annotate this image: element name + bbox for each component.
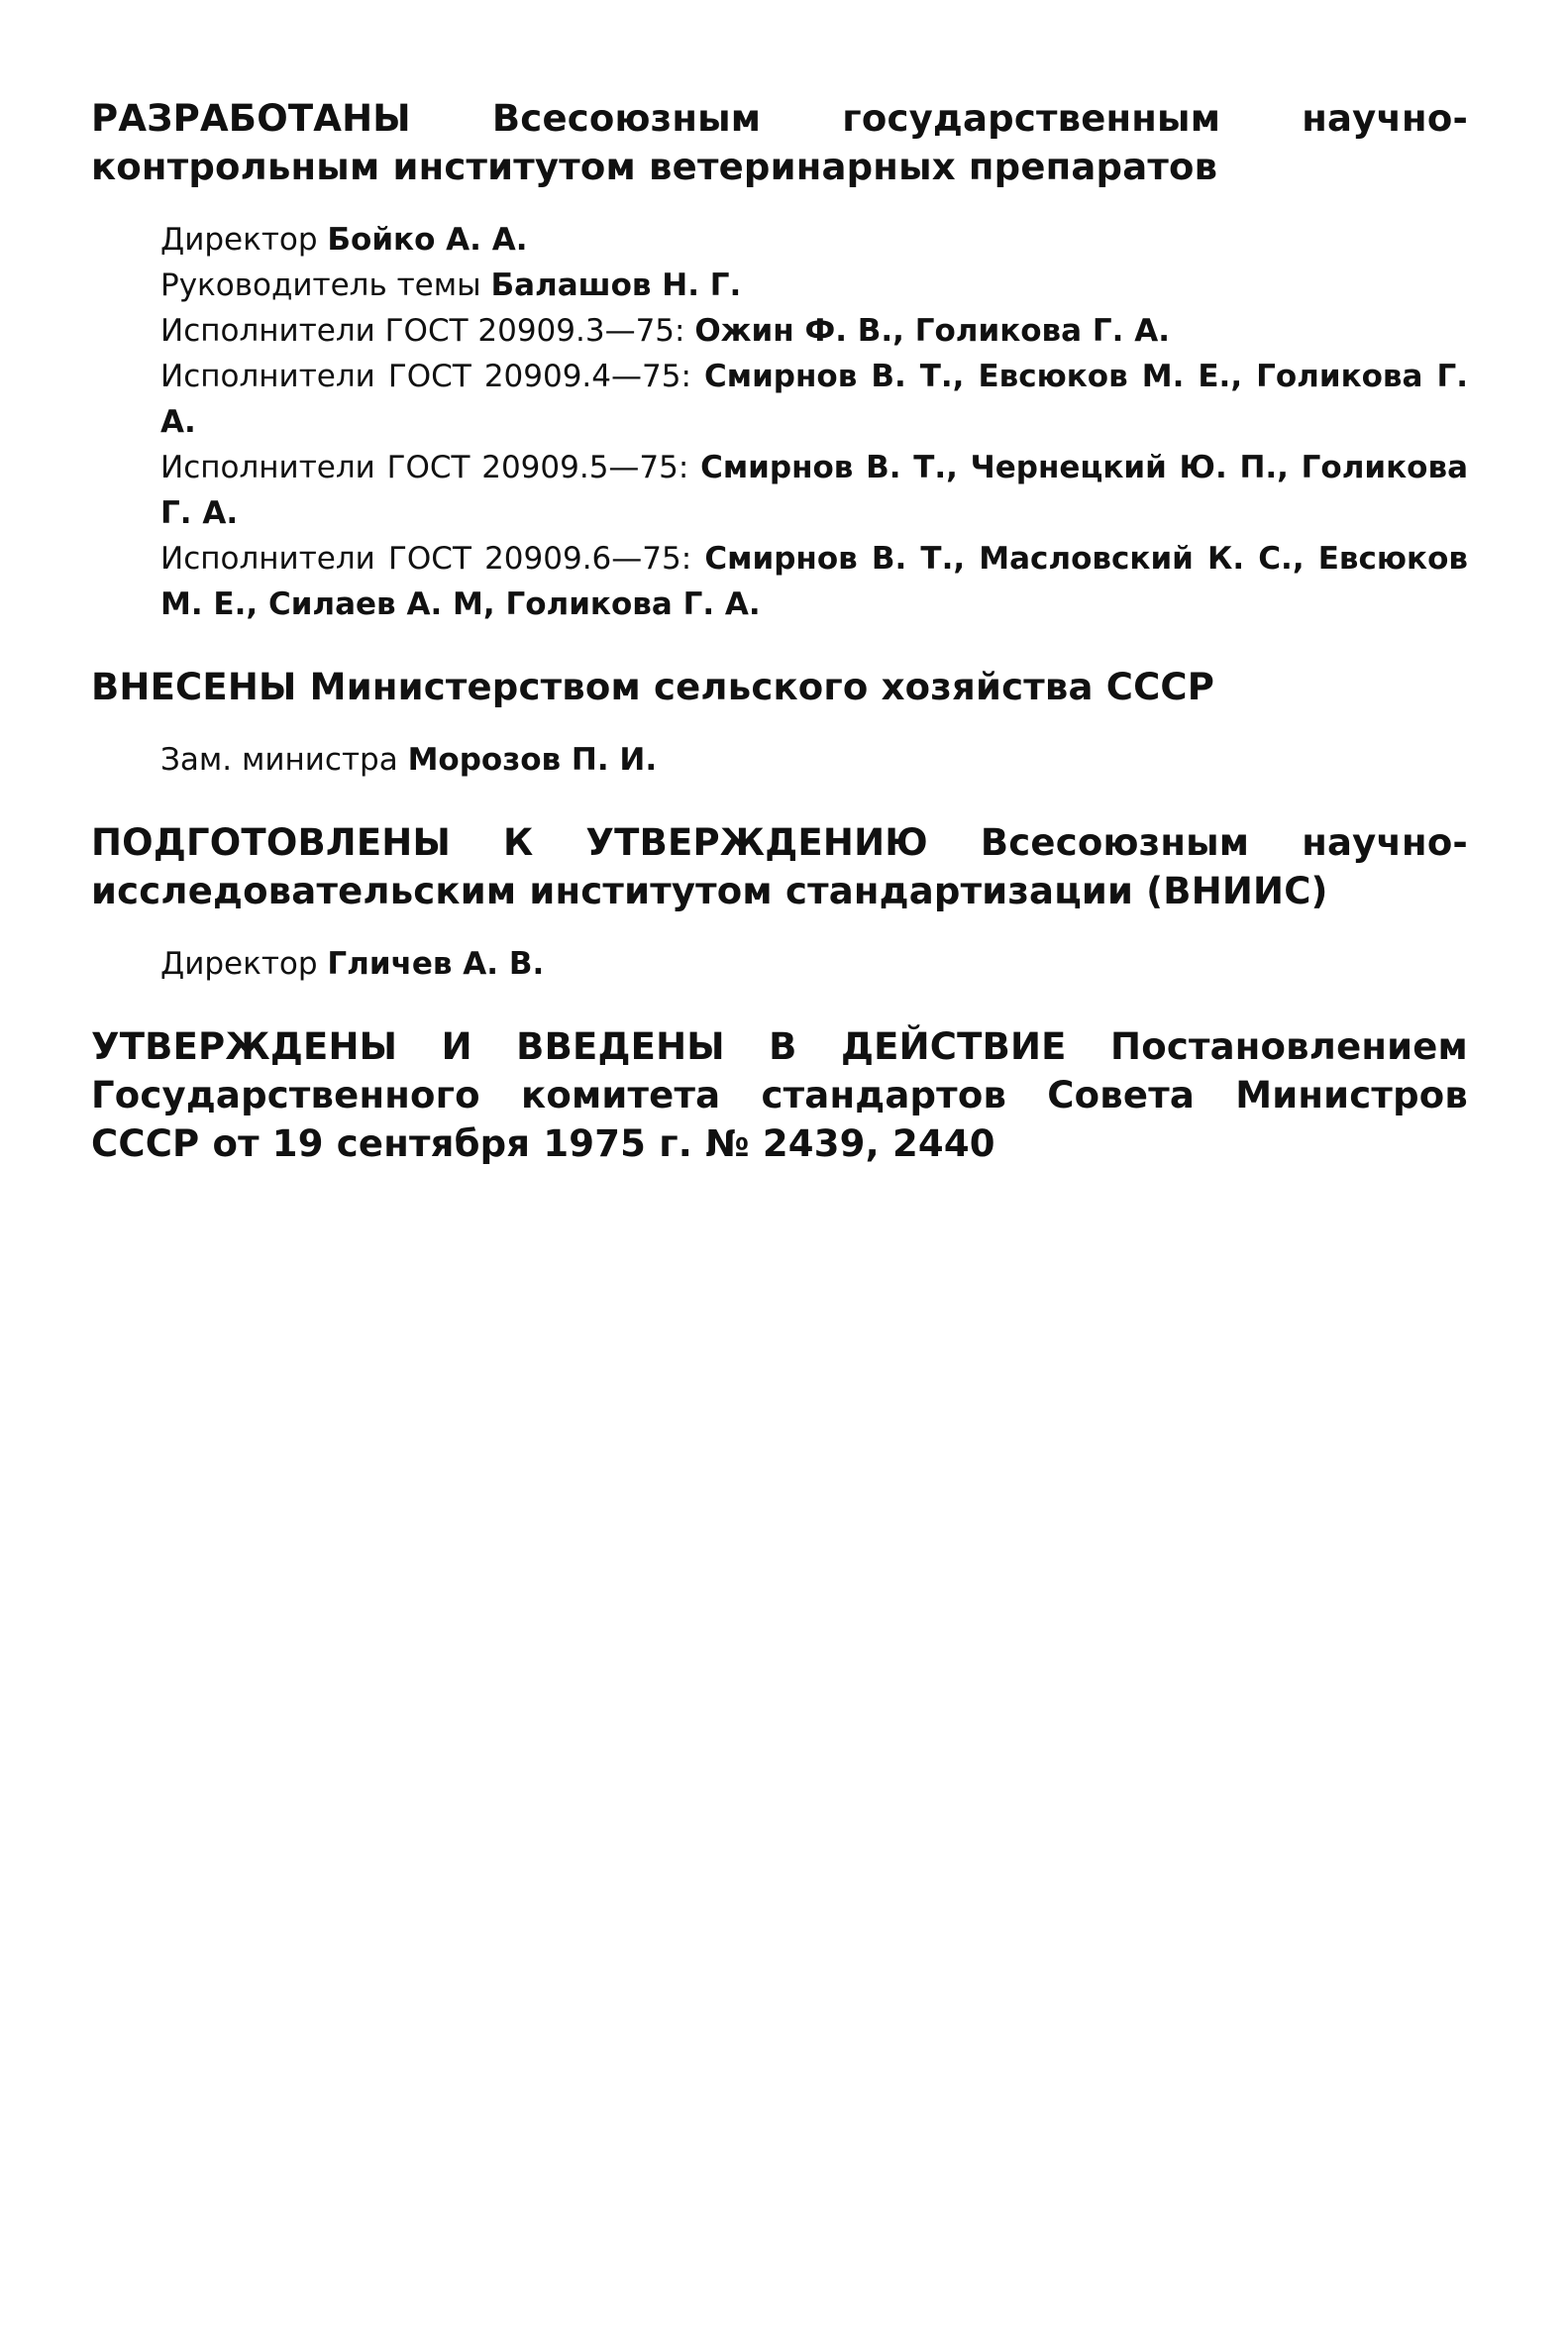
credit-label: Исполнители ГОСТ 20909.4—75: (160, 359, 691, 394)
credit-line (91, 737, 1468, 783)
credit-label: Исполнители ГОСТ 20909.5—75: (160, 450, 689, 485)
section-prepared-heading (91, 818, 1468, 915)
credit-label: Директор (160, 946, 318, 982)
credit-value: Морозов П. И. (407, 742, 658, 778)
credit-line (91, 941, 1468, 987)
credit-label: Исполнители ГОСТ 20909.3—75: (160, 313, 685, 349)
section-text: Всесоюзным научно-исследовательским институтом стандартизации (ВНИИС) (91, 821, 1468, 912)
section-text: Всесоюзным государственным научно-контрольным институтом ветеринарных препаратов (91, 97, 1468, 188)
credit-value: Балашов Н. Г. (490, 267, 742, 303)
credit-label: Директор (160, 222, 318, 258)
section-text: Министерством сельского хозяйства СССР (309, 666, 1215, 708)
credit-label: Руководитель темы (160, 267, 481, 303)
credit-value: Гличев А. В. (327, 946, 545, 982)
credit-value: Ожин Ф. В., Голикова Г. А. (694, 313, 1170, 349)
credit-value: Смирнов В. Т., Евсюков М. Е., Голикова Г. А. (160, 359, 1468, 440)
section-keyword: ПОДГОТОВЛЕНЫ К УТВЕРЖДЕНИЮ (91, 821, 928, 864)
section-approved-heading (91, 1022, 1468, 1168)
credit-line (91, 263, 1468, 308)
credit-label: Зам. министра (160, 742, 398, 778)
credit-label: Исполнители ГОСТ 20909.6—75: (160, 541, 692, 577)
credit-value: Бойко А. А. (327, 222, 528, 258)
credit-line (91, 445, 1468, 536)
section-keyword: РАЗРАБОТАНЫ (91, 97, 411, 140)
credit-line (91, 308, 1468, 354)
section-developed-heading (91, 94, 1468, 191)
credit-value: Смирнов В. Т., Чернецкий Ю. П., Голикова Г. А. (160, 450, 1468, 531)
section-text: Постановлением Государственного комитета стандартов Совета Министров СССР от 19 сентября 1975 г. № 2439, 2440 (91, 1025, 1468, 1165)
credit-line (91, 217, 1468, 263)
section-keyword: УТВЕРЖДЕНЫ И ВВЕДЕНЫ В ДЕЙСТВИЕ (91, 1025, 1067, 1068)
credit-line (91, 354, 1468, 445)
credit-line (91, 536, 1468, 627)
section-keyword: ВНЕСЕНЫ (91, 666, 297, 708)
document-page (91, 94, 1468, 1168)
credit-value: Смирнов В. Т., Масловский К. С., Евсюков М. Е., Силаев А. М, Голикова Г. А. (160, 541, 1469, 622)
section-introduced-heading (91, 663, 1468, 711)
